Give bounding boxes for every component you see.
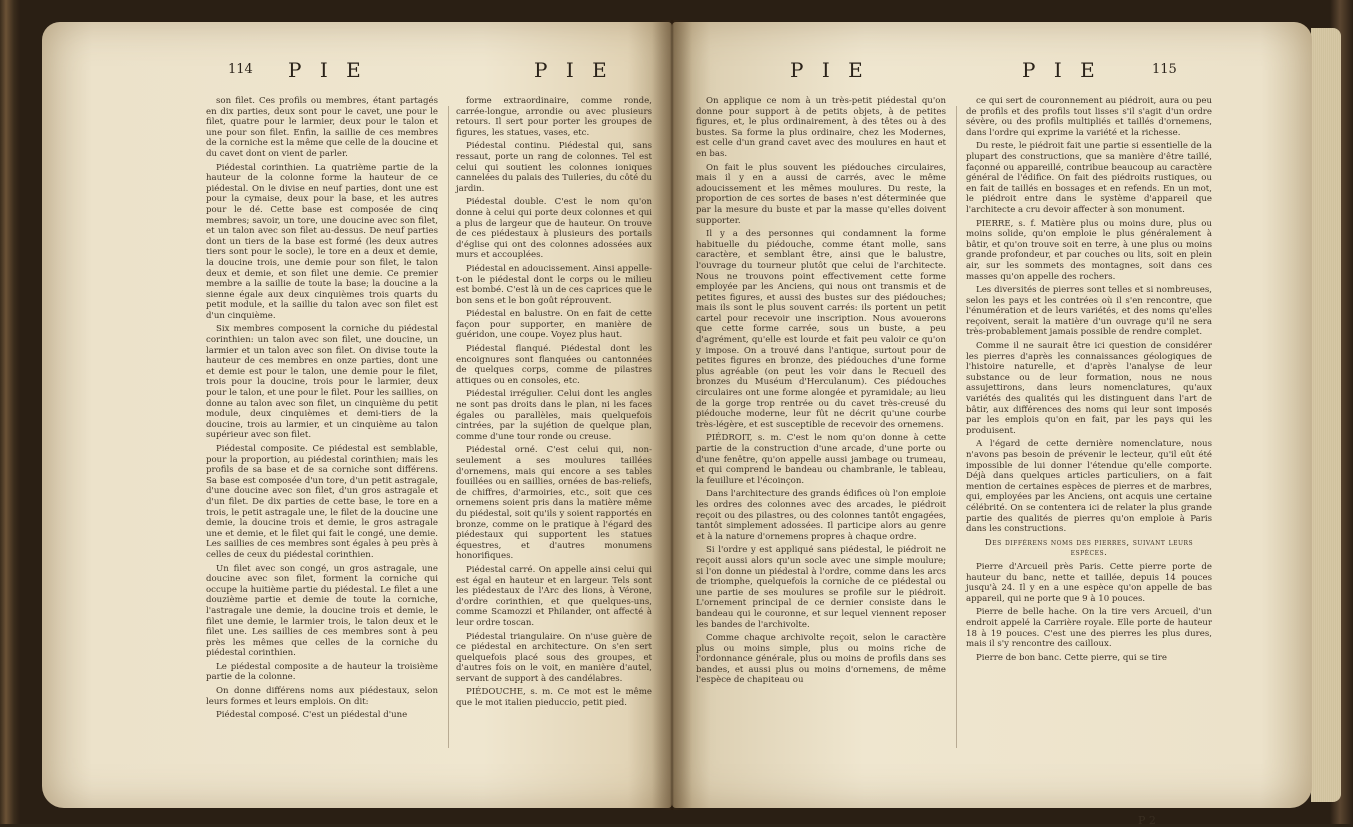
paragraph: Piédestal composite. Ce piédestal est semblable, pour la proportion, au piédestal corinthien; mais les profils de sa base et de sa corniche sont différens. Sa base est composée d'un tore, d'un petit astragale, d'une doucine avec son filet, d'un gros astragale et d'un filet. De dix parties de cette base, le tore en a trois, le petit astragale une, le filet de la doucine une demie, la doucine trois et demie, le gros astragale une et demie, et le filet qui fait le congé, une demie. Les saillies de ces membres sont égales à peu près à celles de ceux du piédestal corinthien.	[206, 444, 438, 560]
paragraph: On donne différens noms aux piédestaux, selon leurs formes et leurs emplois. On dit:	[206, 686, 438, 707]
left-page	[42, 22, 672, 808]
left-column-1	[206, 96, 438, 724]
paragraph: Un filet avec son congé, un gros astragale, une doucine avec son filet, forment la corniche qui occupe la huitième partie du piédestal. Le filet a une douzième partie et demie de toute la corniche, l'astragale une demie, la doucine trois et demie, le filet une demie, le larmier trois, le talon deux et le filet une. Les saillies de ces membres sont à peu près les mêmes que celles de la corniche du piédestal corinthien.	[206, 563, 438, 659]
paragraph: Pierre d'Arcueil près Paris. Cette pierre porte de hauteur du banc, nette et taillée, depuis 14 pouces jusqu'à 24. Il y en a une espèce qu'on appelle de bas appareil, qui ne porte que 9 à 10 pouces.	[966, 561, 1212, 604]
left-column-2	[456, 96, 652, 712]
right-column-1	[696, 96, 946, 689]
paragraph: Pierre de bon banc. Cette pierre, qui se tire	[976, 652, 1167, 663]
paragraph: Piédestal en balustre. On en fait de cette façon pour supporter, en manière de guéridon, une coupe. Voyez plus haut.	[456, 309, 652, 341]
page-edges	[1311, 28, 1341, 802]
page-number-left: 114	[228, 62, 253, 77]
paragraph: Piédestal double. C'est le nom qu'on donne à celui qui porte deux colonnes et qui a plus de largeur que de hauteur. On trouve de ces piédestaux à plusieurs des portails d'église qui ont des colonnes adossées aux murs et accouplées.	[456, 197, 652, 261]
paragraph: PIÉDOUCHE, s. m. Ce mot est le même que le mot italien pieduccio, petit pied.	[456, 687, 652, 709]
paragraph: PIERRE, s. f. Matière plus ou moins dure, plus ou moins solide, qu'on emploie le plus généralement à bâtir, et qu'on trouve soit en terre, à une plus ou moins grande profondeur, et par couches ou lits, soit en plein air, sur les sommets des montagnes, soit dans ces masses qu'on appelle des rochers.	[966, 218, 1212, 282]
paragraph: Piédestal corinthien. La quatrième partie de la hauteur de la colonne forme la hauteur de ce piédestal. On le divise en neuf parties, dont une est pour la cymaise, deux pour la base, et les autres pour le dé. Cette base est composée de cinq membres; savoir, un tore, une doucine avec son filet, et un talon avec son filet au-dessus. De neuf parties dont un tiers de la base est formé (les deux autres tiers sont pour le socle), le tore en a deux et demie, la doucine trois, une demie pour son filet, le talon deux et demie, et son filet une demie. Ce premier membre a la saillie de toute la base; la doucine a la sienne égale aux deux cinquièmes trois quarts du petit module, et la saillie du talon avec son filet est d'un cinquième.	[206, 162, 438, 321]
paragraph: Piédestal composé. C'est un piédestal d'une	[216, 710, 408, 721]
paragraph: Piédestal carré. On appelle ainsi celui qui est égal en hauteur et en largeur. Tels sont les piédestaux de l'Arc des lions, à Vérone, d'ordre corinthien, et que quelques-uns, comme Scamozzi et Philander, ont affecté à leur ordre toscan.	[456, 564, 652, 628]
paragraph: Comme il ne saurait être ici question de considérer les pierres d'après les connaissances géologiques de l'histoire naturelle, et d'après l'analyse de leur substance ou de leur formation, nous ne nous assujettirons, dans leurs nomenclatures, qu'aux variétés des qualités qui les distinguent dans l'art de bâtir, aux différences des noms qui leur sont imposés par les emplois qu'on en fait, par les pays qui les produisent.	[966, 341, 1212, 436]
running-head-right-col1: P I E	[790, 58, 869, 82]
paragraph: On applique ce nom à un très-petit piédestal qu'on donne pour support à de petits objets, à de petites figures, et, le plus ordinairement, à des têtes ou à des bustes. Sa forme la plus ordinaire, chez les Modernes, est celle d'un grand cavet avec des moulures en haut et en bas.	[696, 96, 946, 159]
paragraph: On fait le plus souvent les piédouches circulaires, mais il y en a aussi de carrés, avec le même adoucissement et les mêmes moulures. Du reste, la proportion de ces sortes de bases n'est déterminée que par la mesure du buste et par la masse qu'elles doivent supporter.	[696, 162, 946, 226]
paragraph: A l'égard de cette dernière nomenclature, nous n'avons pas besoin de prévenir le lecteur, qu'il eût été impossible de lui donner l'étendue qu'elle comporte. Déjà dans quelques articles particuliers, on a fait mention de certaines espèces de pierres et de marbres, qui, employées par les Anciens, ont acquis une certaine célébrité. On se contentera ici de relater la plus grande partie des qualités de pierres qu'on emploie à Paris dans les constructions.	[966, 439, 1212, 535]
paragraph: Piédestal orné. C'est celui qui, non-seulement a ses moulures taillées d'ornemens, mais qui encore a ses tables fouillées ou en saillies, ornées de bas-reliefs, de chiffres, d'armoiries, etc., soit que ces ornemens soient pris dans la matière même du piédestal, soit qu'ils y soient rapportés en bronze, comme on le pratique à l'égard des piédestaux qui supportent les statues équestres, et d'autres monumens honorifiques.	[456, 445, 652, 562]
right-page	[672, 22, 1312, 827]
paragraph: Six membres composent la corniche du piédestal corinthien: un talon avec son filet, une doucine, un larmier et un talon avec son filet. On divise toute la hauteur de ces membres en onze parties, dont une et demie est pour le talon, une demie pour le filet, trois pour la doucine, trois pour le larmier, deux pour le talon, et une pour le filet. Pour les saillies, on donne au talon avec son filet, un cinquième du petit module, deux cinquièmes et demi-tiers de la doucine, trois au larmier, et un cinquième au talon supérieur avec son filet.	[206, 324, 438, 441]
paragraph: son filet. Ces profils ou membres, étant partagés en dix parties, deux sont pour le cavet, une pour le filet, quatre pour le larmier, deux pour le talon et une pour son filet. Enfin, la saillie de ces membres de la corniche est la même que celle de la doucine et du cavet dont on vient de parler.	[206, 96, 438, 159]
column-rule	[956, 106, 957, 748]
paragraph: Pierre de belle hache. On la tire vers Arcueil, d'un endroit appelé la Carrière royale. Elle porte de hauteur 18 à 19 pouces. C'est une des pierres les plus dures, mais il s'y rencontre des cailloux.	[966, 607, 1212, 650]
signature-mark: P 2	[1138, 814, 1156, 827]
right-column-2	[966, 96, 1212, 666]
running-head-right-col2: P I E	[1022, 58, 1101, 82]
paragraph: Si l'ordre y est appliqué sans piédestal, le piédroit ne reçoit aussi alors qu'un socle avec une simple moulure; si l'on donne un piédestal à l'ordre, comme dans les arcs de triomphe, quelquefois la corniche de ce piédestal ou une partie de ses moulures se profile sur le piédroit. L'ornement principal de ce dernier consiste dans le bandeau qui le couronne, et sur lequel viennent reposer les bandes de l'archivolte.	[696, 545, 946, 630]
paragraph: Comme chaque archivolte reçoit, selon le caractère plus ou moins simple, plus ou moins riche de l'ordonnance générale, plus ou moins de profils dans ses bandes, et aussi plus ou moins d'ornemens, de même l'espèce de chapiteau ou	[696, 633, 946, 686]
paragraph: Piédestal flanqué. Piédestal dont les encoignures sont flanquées ou cantonnées de quelques corps, comme de pilastres attiques ou en consoles, etc.	[456, 344, 652, 386]
running-head-left-col2: P I E	[534, 58, 613, 82]
paragraph: Des différens noms des pierres, suivant leurs espèces.	[984, 537, 1194, 559]
paragraph: Les diversités de pierres sont telles et si nombreuses, selon les pays et les contrées où il s'en rencontre, que l'énumération et de leurs variétés, et des noms qu'elles reçoivent, serait la matière d'un ouvrage qu'il ne sera très-probablement jamais possible de rendre complet.	[966, 285, 1212, 338]
running-head-left-col1: P I E	[288, 58, 367, 82]
paragraph: PIÉDROIT, s. m. C'est le nom qu'on donne à cette partie de la construction d'une arcade, d'une porte ou d'une fenêtre, qu'on appelle aussi jambage ou trumeau, et qui comprend le bandeau ou chambranle, le tableau, la feuillure et l'écoinçon.	[696, 433, 946, 486]
paragraph: Piédestal continu. Piédestal qui, sans ressaut, porte un rang de colonnes. Tel est celui qui soutient les colonnes ioniques cannelées du palais des Tuileries, du côté du jardin.	[456, 141, 652, 194]
paragraph: Dans l'architecture des grands édifices où l'on emploie les ordres des colonnes avec des arcades, le piédroit reçoit ou des pilastres, ou des colonnes tantôt engagées, tantôt simplement adossées. Il participe alors au genre et à la nature d'ornemens propres à chaque ordre.	[696, 489, 946, 542]
paragraph: Piédestal triangulaire. On n'use guère de ce piédestal en architecture. On s'en sert quelquefois placé sous des groupes, et d'autres fois on le voit, en manière d'autel, servant de support à des candélabres.	[456, 631, 652, 684]
page-number-right: 115	[1152, 62, 1177, 77]
column-rule	[448, 106, 449, 748]
paragraph: ce qui sert de couronnement au piédroit, aura ou peu de profils et des profils tout lisses s'il s'agit d'un ordre sévère, ou des profils multipliés et taillés d'ornemens, dans l'ordre qui exprime la variété et la richesse.	[966, 96, 1212, 138]
paragraph: Piédestal irrégulier. Celui dont les angles ne sont pas droits dans le plan, ni les faces égales ou parallèles, mais quelquefois cintrées, par la sujétion de quelque plan, comme d'une tour ronde ou creuse.	[456, 389, 652, 442]
paragraph: forme extraordinaire, comme ronde, carrée-longue, arrondie ou avec plusieurs retours. Il sert pour porter les groupes de figures, les statues, vases, etc.	[456, 96, 652, 138]
paragraph: Il y a des personnes qui condamnent la forme habituelle du piédouche, comme étant molle, sans caractère, et semblant être, ainsi que le balustre, l'ouvrage du tourneur plutôt que celui de l'architecte. Nous ne trouvons point effectivement cette forme employée par les Anciens, qui nous ont transmis et de petites figures, et aussi des bustes sur des piédouches; mais ils sont le plus souvent carrés: ils portent un petit cartel pour recevoir une inscription. Nous avouerons que cette forme carrée, sous un buste, a peu d'agrément, qu'elle est lourde et fait peu valoir ce qu'on y impose. On a trouvé dans l'antique, surtout pour de petites figures en bronze, des piédouches d'une forme plus agréable (on peut les voir dans le Recueil des bronzes du Muséum d'Herculanum). Ces piédouches circulaires ont une forme alongée et pyramidale; au lieu de la gorge trop rentrée ou du cavet très-creusé du piédouche moderne, leur fût ne décrit qu'une courbe très-légère, et est susceptible de recevoir des ornemens.	[696, 229, 946, 430]
paragraph: Le piédestal composite a de hauteur la troisième partie de la colonne.	[206, 661, 438, 683]
paragraph: Piédestal en adoucissement. Ainsi appelle-t-on le piédestal dont le corps ou le milieu est bombé. C'est là un de ces caprices que le bon sens et le bon goût réprouvent.	[456, 263, 652, 306]
paragraph: Du reste, le piédroit fait une partie si essentielle de la plupart des constructions, que sa manière d'être taillé, façonné ou appareillé, contribue beaucoup au caractère général de l'édifice. On fait des piédroits rustiques, ou en fait de taillés en bossages et en refends. En un mot, le piédroit entre dans le système d'appareil que l'architecte a cru devoir affecter à son monument.	[966, 141, 1212, 215]
